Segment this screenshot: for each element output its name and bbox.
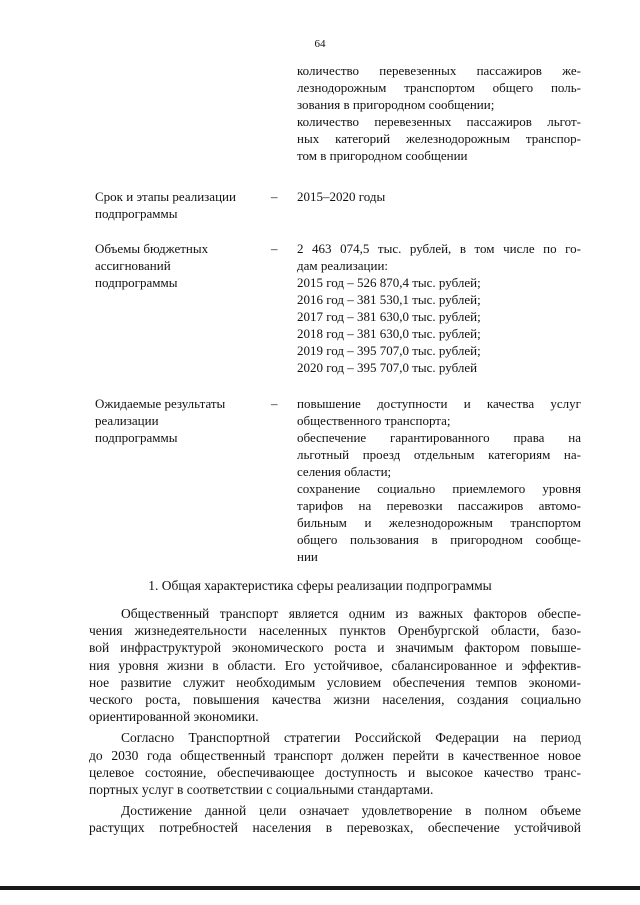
dash-separator: –: [271, 396, 278, 411]
text-line: селения области;: [297, 464, 392, 479]
text-line: ное развитие служит необходимым условием обеспечения темпов экономи-: [89, 674, 581, 690]
text-line: портных услуг в соответствии с социальными стандартами.: [89, 782, 434, 798]
text-line: 2020 год – 395 707,0 тыс. рублей: [297, 360, 478, 375]
text-line: вой инфраструктурой экономического роста и значимым фактором повыше-: [89, 640, 581, 656]
text-line: количество перевезенных пассажиров же-: [297, 63, 581, 78]
text-line: повышение доступности и качества услуг: [297, 396, 581, 411]
dash-separator: –: [271, 189, 278, 204]
text-line: бильным и железнодорожным транспортом: [297, 515, 581, 530]
row-label: [95, 188, 260, 222]
text-line: 2 463 074,5 тыс. рублей, в том числе по го-: [297, 241, 581, 256]
text-line: реализации: [95, 413, 159, 428]
text-line: общего пользования в пригородном сообще-: [297, 532, 581, 547]
text-line: ассигнований: [95, 258, 171, 273]
text-line: количество перевезенных пассажиров льгот-: [297, 114, 581, 129]
row-value: [297, 188, 581, 205]
body-text: [89, 605, 581, 841]
bottom-rule: [0, 886, 640, 890]
row-value: [297, 240, 581, 376]
text-line: ных категорий железнодорожным транспор-: [297, 131, 581, 146]
text-line: зования в пригородном сообщении;: [297, 97, 495, 112]
text-line: 2016 год – 381 530,1 тыс. рублей;: [297, 292, 481, 307]
text-line: дам реализации:: [297, 258, 389, 273]
text-line: Согласно Транспортной стратегии Российской Федерации на период: [121, 730, 581, 746]
text-line: Срок и этапы реализации: [95, 189, 236, 204]
text-line: общественного транспорта;: [297, 413, 451, 428]
paragraph: [89, 802, 581, 836]
text-line: обеспечение гарантированного права на: [297, 430, 581, 445]
text-line: нии: [297, 549, 318, 564]
text-line: льготный проезд отдельным категориям на-: [297, 447, 581, 462]
row-label: [95, 395, 260, 446]
row-value: [297, 395, 581, 565]
text-line: ния уровня жизни в области. Его устойчивое, сбалансированное и эффектив-: [89, 657, 581, 673]
text-line: Достижение данной цели означает удовлетворение в полном объеме: [121, 803, 581, 819]
row-label: [95, 240, 260, 291]
text-line: чения жизнедеятельности населенных пунктов Оренбургской области, базо-: [89, 623, 581, 639]
text-line: тарифов на перевозки пассажиров автомо-: [297, 498, 581, 513]
dash-separator: –: [271, 241, 278, 256]
text-line: 2018 год – 381 630,0 тыс. рублей;: [297, 326, 481, 341]
text-line: 2015 год – 526 870,4 тыс. рублей;: [297, 275, 481, 290]
continuation-value-block: [297, 62, 581, 164]
text-line: Ожидаемые результаты: [95, 396, 226, 411]
text-line: Объемы бюджетных: [95, 241, 209, 256]
text-line: сохранение социально приемлемого уровня: [297, 481, 581, 496]
text-line: лезнодорожным транспортом общего поль-: [297, 80, 581, 95]
text-line: подпрограммы: [95, 430, 178, 445]
text-line: подпрограммы: [95, 275, 178, 290]
paragraph: [89, 729, 581, 798]
text-line: ориентированной экономики.: [89, 709, 259, 725]
text-line: подпрограммы: [95, 206, 178, 221]
text-line: 2017 год – 381 630,0 тыс. рублей;: [297, 309, 481, 324]
text-line: растущих потребностей населения в перевозках, обеспечение устойчивой: [89, 820, 581, 836]
text-line: целевое состояние, обеспечивающее доступность и высокое качество транс-: [89, 764, 581, 780]
text-line: Общественный транспорт является одним из важных факторов обеспе-: [121, 606, 581, 621]
section-heading: 1. Общая характеристика сферы реализации подпрограммы: [148, 578, 492, 593]
text-line: ческого роста, повышения качества жизни населения, создания социально: [89, 692, 581, 708]
text-line: 2019 год – 395 707,0 тыс. рублей;: [297, 343, 481, 358]
text-line: том в пригородном сообщении: [297, 148, 468, 163]
text-line: 2015–2020 годы: [297, 189, 386, 204]
paragraph: [89, 605, 581, 725]
text-line: до 2030 года общественный транспорт должен перейти в качественное новое: [89, 747, 581, 763]
page-number: 64: [314, 38, 326, 50]
